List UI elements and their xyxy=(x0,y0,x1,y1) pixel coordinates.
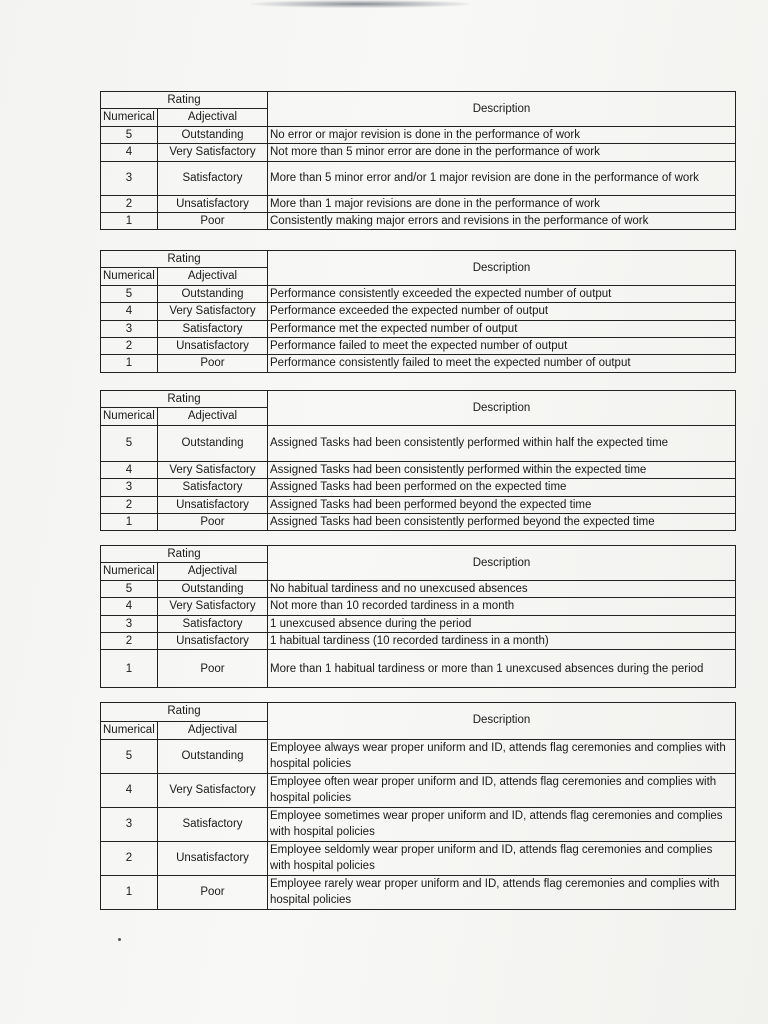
adjectival-rating: Satisfactory xyxy=(158,808,268,842)
numerical-rating: 2 xyxy=(101,496,158,513)
description-header: Description xyxy=(268,703,736,740)
rating-description: Assigned Tasks had been performed beyond the expected time xyxy=(268,496,736,513)
rating-table-output-quantity xyxy=(100,250,736,373)
table-row xyxy=(101,144,736,161)
rating-description: Employee seldomly wear proper uniform and ID, attends flag ceremonies and complies with hospital policies xyxy=(268,842,736,876)
adjectival-rating: Outstanding xyxy=(158,740,268,774)
numerical-rating: 1 xyxy=(101,355,158,372)
rating-header: Rating xyxy=(101,703,268,722)
rating-description: More than 1 major revisions are done in the performance of work xyxy=(268,195,736,212)
adjectival-rating: Very Satisfactory xyxy=(158,598,268,615)
table-row xyxy=(101,479,736,496)
rating-table-work-quality xyxy=(100,91,736,230)
numerical-rating: 2 xyxy=(101,195,158,212)
adjectival-rating: Outstanding xyxy=(158,580,268,597)
table-row xyxy=(101,285,736,302)
rating-description: Employee always wear proper uniform and ID, attends flag ceremonies and complies with hospital policies xyxy=(268,740,736,774)
numerical-rating: 4 xyxy=(101,598,158,615)
rating-description: Performance consistently failed to meet the expected number of output xyxy=(268,355,736,372)
rating-description: Not more than 10 recorded tardiness in a month xyxy=(268,598,736,615)
rating-header: Rating xyxy=(101,546,268,563)
adjectival-rating: Outstanding xyxy=(158,285,268,302)
table-row xyxy=(101,615,736,632)
rating-description: Performance met the expected number of output xyxy=(268,320,736,337)
numerical-rating: 3 xyxy=(101,479,158,496)
adjectival-rating: Very Satisfactory xyxy=(158,144,268,161)
adjectival-rating: Unsatisfactory xyxy=(158,632,268,649)
table-row xyxy=(101,598,736,615)
numerical-rating: 1 xyxy=(101,650,158,688)
table-row xyxy=(101,212,736,229)
adjectival-rating: Satisfactory xyxy=(158,161,268,195)
numerical-header: Numerical xyxy=(101,408,158,425)
table-row xyxy=(101,808,736,842)
numerical-rating: 2 xyxy=(101,632,158,649)
adjectival-header: Adjectival xyxy=(158,268,268,285)
description-header: Description xyxy=(268,251,736,286)
rating-description: Assigned Tasks had been performed on the expected time xyxy=(268,479,736,496)
table-row xyxy=(101,774,736,808)
rating-description: More than 5 minor error and/or 1 major revision are done in the performance of work xyxy=(268,161,736,195)
description-header: Description xyxy=(268,92,736,127)
description-header: Description xyxy=(268,546,736,581)
numerical-rating: 4 xyxy=(101,461,158,478)
rating-description: Assigned Tasks had been consistently performed beyond the expected time xyxy=(268,513,736,530)
numerical-header: Numerical xyxy=(101,563,158,580)
table-row xyxy=(101,337,736,354)
adjectival-rating: Outstanding xyxy=(158,126,268,143)
rating-description: 1 habitual tardiness (10 recorded tardiness in a month) xyxy=(268,632,736,649)
rating-description: Employee rarely wear proper uniform and ID, attends flag ceremonies and complies with hospital policies xyxy=(268,876,736,910)
numerical-rating: 4 xyxy=(101,774,158,808)
numerical-rating: 5 xyxy=(101,126,158,143)
adjectival-rating: Unsatisfactory xyxy=(158,842,268,876)
numerical-header: Numerical xyxy=(101,268,158,285)
table-row xyxy=(101,876,736,910)
page-edge-shadow xyxy=(250,0,470,8)
rating-description: No habitual tardiness and no unexcused absences xyxy=(268,580,736,597)
numerical-rating: 5 xyxy=(101,285,158,302)
numerical-rating: 1 xyxy=(101,513,158,530)
rating-table-timeliness xyxy=(100,390,736,531)
rating-table-attendance xyxy=(100,545,736,688)
adjectival-rating: Satisfactory xyxy=(158,320,268,337)
adjectival-rating: Poor xyxy=(158,355,268,372)
numerical-rating: 3 xyxy=(101,161,158,195)
numerical-rating: 3 xyxy=(101,615,158,632)
adjectival-rating: Poor xyxy=(158,650,268,688)
numerical-header: Numerical xyxy=(101,721,158,740)
rating-description: Performance exceeded the expected number of output xyxy=(268,303,736,320)
numerical-rating: 5 xyxy=(101,425,158,461)
table-row xyxy=(101,126,736,143)
rating-description: Consistently making major errors and revisions in the performance of work xyxy=(268,212,736,229)
table-row xyxy=(101,632,736,649)
table-row xyxy=(101,195,736,212)
adjectival-rating: Very Satisfactory xyxy=(158,461,268,478)
numerical-rating: 1 xyxy=(101,876,158,910)
numerical-header: Numerical xyxy=(101,109,158,126)
rating-description: Performance failed to meet the expected number of output xyxy=(268,337,736,354)
rating-description: Assigned Tasks had been consistently performed within half the expected time xyxy=(268,425,736,461)
table-row xyxy=(101,355,736,372)
rating-description: More than 1 habitual tardiness or more than 1 unexcused absences during the period xyxy=(268,650,736,688)
adjectival-rating: Unsatisfactory xyxy=(158,496,268,513)
adjectival-rating: Outstanding xyxy=(158,425,268,461)
adjectival-header: Adjectival xyxy=(158,408,268,425)
rating-description: Employee sometimes wear proper uniform and ID, attends flag ceremonies and complies with hospital policies xyxy=(268,808,736,842)
numerical-rating: 3 xyxy=(101,808,158,842)
table-row xyxy=(101,580,736,597)
adjectival-rating: Very Satisfactory xyxy=(158,774,268,808)
rating-header: Rating xyxy=(101,251,268,268)
rating-description: Assigned Tasks had been consistently performed within the expected time xyxy=(268,461,736,478)
rating-header: Rating xyxy=(101,92,268,109)
paper-speck xyxy=(118,938,121,941)
numerical-rating: 3 xyxy=(101,320,158,337)
table-row xyxy=(101,320,736,337)
numerical-rating: 2 xyxy=(101,337,158,354)
numerical-rating: 5 xyxy=(101,580,158,597)
adjectival-rating: Poor xyxy=(158,513,268,530)
adjectival-rating: Unsatisfactory xyxy=(158,337,268,354)
adjectival-header: Adjectival xyxy=(158,721,268,740)
adjectival-header: Adjectival xyxy=(158,109,268,126)
rating-table-uniform-compliance xyxy=(100,702,736,910)
description-header: Description xyxy=(268,391,736,426)
table-row xyxy=(101,496,736,513)
table-row xyxy=(101,740,736,774)
adjectival-rating: Very Satisfactory xyxy=(158,303,268,320)
adjectival-rating: Satisfactory xyxy=(158,479,268,496)
rating-description: Employee often wear proper uniform and ID, attends flag ceremonies and complies with hospital policies xyxy=(268,774,736,808)
numerical-rating: 1 xyxy=(101,212,158,229)
numerical-rating: 4 xyxy=(101,303,158,320)
table-row xyxy=(101,650,736,688)
rating-description: Performance consistently exceeded the expected number of output xyxy=(268,285,736,302)
table-row xyxy=(101,461,736,478)
table-row xyxy=(101,842,736,876)
table-row xyxy=(101,161,736,195)
adjectival-rating: Poor xyxy=(158,212,268,229)
numerical-rating: 2 xyxy=(101,842,158,876)
numerical-rating: 4 xyxy=(101,144,158,161)
rating-description: No error or major revision is done in the performance of work xyxy=(268,126,736,143)
rating-description: Not more than 5 minor error are done in the performance of work xyxy=(268,144,736,161)
table-row xyxy=(101,425,736,461)
adjectival-header: Adjectival xyxy=(158,563,268,580)
table-row xyxy=(101,513,736,530)
table-row xyxy=(101,303,736,320)
rating-header: Rating xyxy=(101,391,268,408)
adjectival-rating: Satisfactory xyxy=(158,615,268,632)
adjectival-rating: Unsatisfactory xyxy=(158,195,268,212)
rating-description: 1 unexcused absence during the period xyxy=(268,615,736,632)
numerical-rating: 5 xyxy=(101,740,158,774)
adjectival-rating: Poor xyxy=(158,876,268,910)
